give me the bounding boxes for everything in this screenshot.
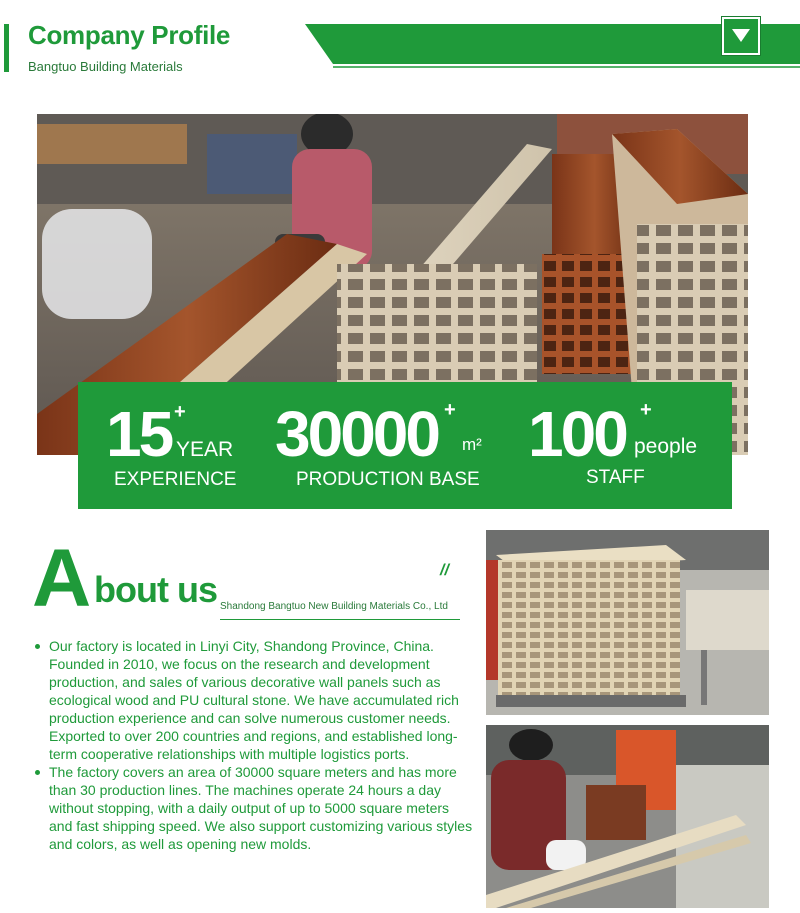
- header-accent-bar: [4, 24, 9, 72]
- stat-unit: people: [634, 435, 698, 458]
- about-big-letter: A: [32, 533, 90, 624]
- about-paragraph: The factory covers an area of 30000 square meters and has more than 30 production lines. The machines operate 24 hours a day without stopping, with a daily output of up to 5000 square meters and fast shipping speed. We also support customizing various styles and colors, as well as opening new molds.: [34, 763, 474, 853]
- stat-production-base: [275, 382, 508, 509]
- stat-plus: +: [174, 401, 186, 423]
- about-paragraph: Our factory is located in Linyi City, Shandong Province, China. Founded in 2010, we focus on the research and development production, and sales of various decorative wall panels such as ecological wood and PU cultural stone. We have accumulated rich production experience and can solve numerous customer needs. Exported to over 200 countries and regions, and established long-term cooperative relationships with multiple logistics ports.: [34, 637, 474, 763]
- quote-mark: //: [440, 562, 449, 579]
- company-name: Shandong Bangtuo New Building Materials Co., Ltd: [220, 601, 448, 612]
- stat-label: EXPERIENCE: [114, 469, 237, 490]
- stat-experience: [78, 382, 278, 509]
- stat-number: 100: [528, 398, 626, 470]
- stat-unit: m²: [462, 435, 482, 454]
- stat-plus: +: [640, 399, 652, 421]
- production-line-photo: [486, 725, 769, 908]
- stat-label: STAFF: [586, 467, 645, 488]
- about-description: [34, 637, 474, 853]
- stat-unit: YEAR: [176, 438, 234, 461]
- about-title: bout us: [94, 569, 217, 610]
- stat-number: 30000: [275, 398, 438, 470]
- stat-number: 15: [106, 398, 172, 470]
- triangle-down-icon: [732, 29, 750, 43]
- stat-staff: [518, 382, 732, 509]
- stat-label: PRODUCTION BASE: [296, 469, 480, 490]
- about-divider: [220, 619, 460, 620]
- stats-banner: [78, 382, 732, 509]
- warehouse-photo: [486, 530, 769, 715]
- page-title: Company Profile: [28, 20, 231, 50]
- dropdown-toggle-button[interactable]: [722, 17, 760, 55]
- stat-plus: +: [444, 399, 456, 421]
- page-subtitle: Bangtuo Building Materials: [28, 59, 183, 74]
